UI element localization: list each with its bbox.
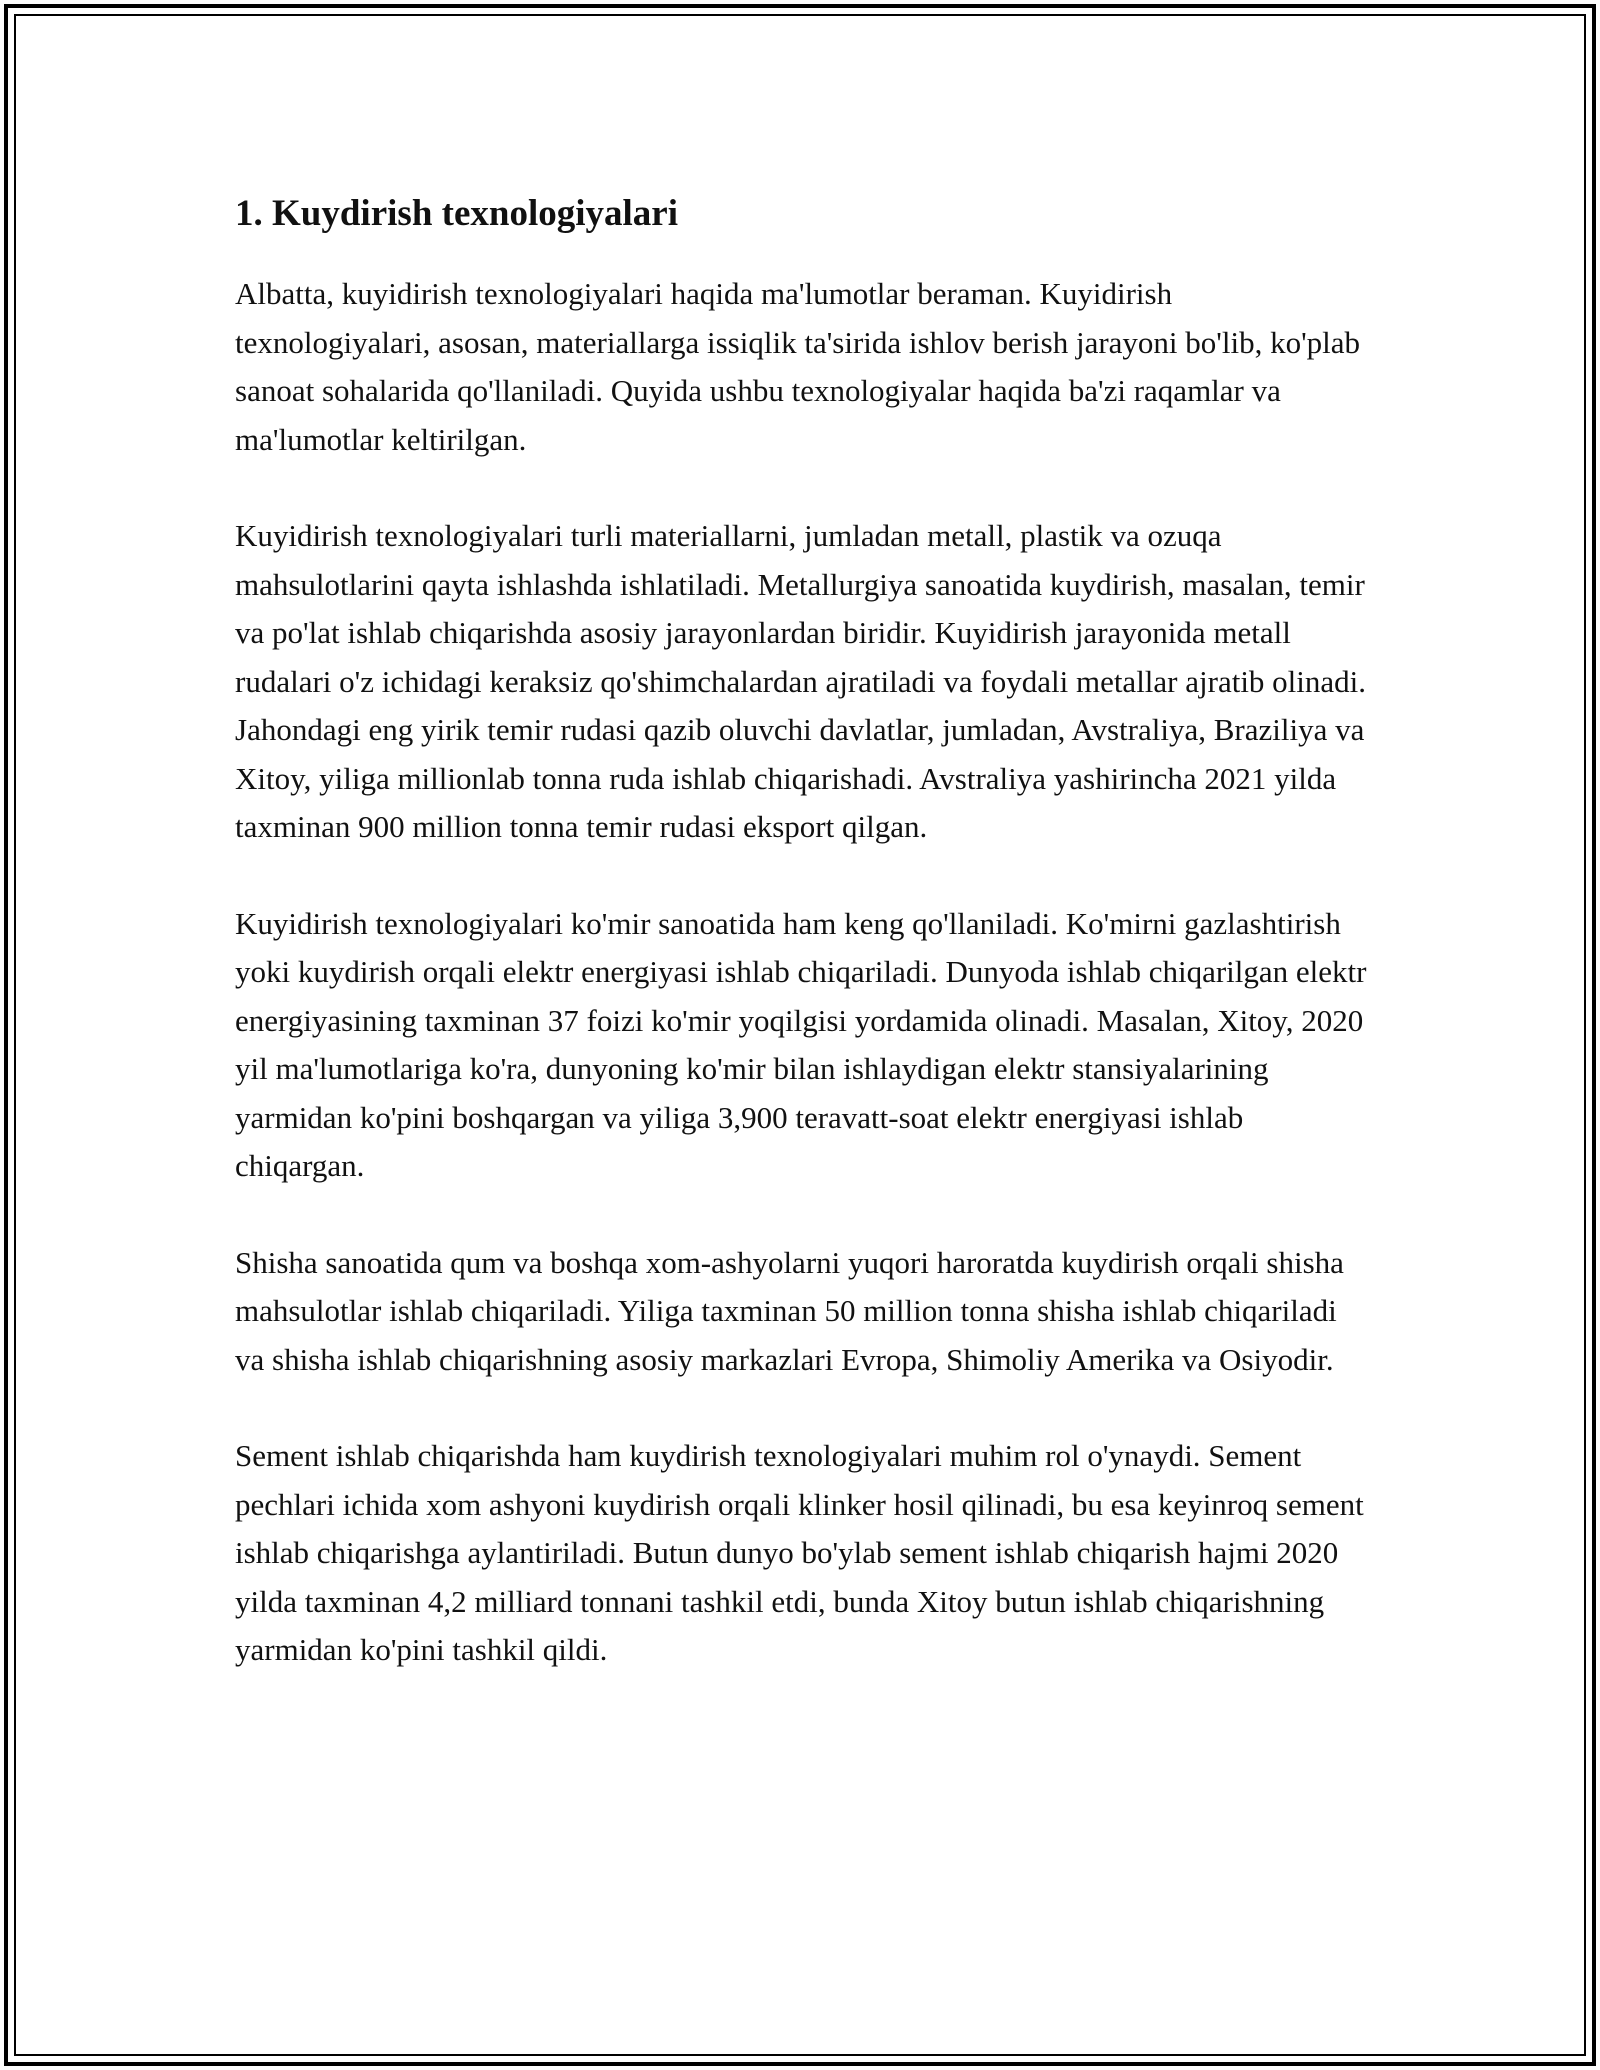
document-body	[235, 186, 1370, 1723]
section-heading: 1. Kuydirish texnologiyalari	[235, 193, 679, 234]
paragraph-cement: Sement ishlab chiqarishda ham kuydirish texnologiyalari muhim rol o'ynaydi. Sement pechlari ichida xom ashyoni kuydirish orqali klinker hosil qilinadi, bu esa keyinroq sement ishlab chiqarishga aylantiriladi. Butun dunyo bo'ylab sement ishlab chiqarish hajmi 2020 yilda taxminan 4,2 milliard tonnani tashkil etdi, bunda Xitoy butun ishlab chiqarishning yarmidan ko'pini tashkil qildi.	[235, 1438, 1364, 1667]
paragraph-metallurgy: Kuyidirish texnologiyalari turli materiallarni, jumladan metall, plastik va ozuqa mahsulotlarini qayta ishlashda ishlatiladi. Metallurgiya sanoatida kuydirish, masalan, temir va po'lat ishlab chiqarishda asosiy jarayonlardan biridir. Kuyidirish jarayonida metall rudalari o'z ichidagi keraksiz qo'shimchalardan ajratiladi va foydali metallar ajratib olinadi. Jahondagi eng yirik temir rudasi qazib oluvchi davlatlar, jumladan, Avstraliya, Braziliya va Xitoy, yiliga millionlab tonna ruda ishlab chiqarishadi. Avstraliya yashirincha 2021 yilda taxminan 900 million tonna temir rudasi eksport qilgan.	[235, 518, 1367, 844]
paragraph-intro: Albatta, kuyidirish texnologiyalari haqida ma'lumotlar beraman. Kuyidirish texnologiyalari, asosan, materiallarga issiqlik ta'sirida ishlov berish jarayoni bo'lib, ko'plab sanoat sohalarida qo'llaniladi. Quyida ushbu texnologiyalar haqida ba'zi raqamlar va ma'lumotlar keltirilgan.	[235, 276, 1361, 457]
paragraph-glass: Shisha sanoatida qum va boshqa xom-ashyolarni yuqori haroratda kuydirish orqali shisha mahsulotlar ishlab chiqariladi. Yiliga taxminan 50 million tonna shisha ishlab chiqariladi va shisha ishlab chiqarishning asosiy markazlari Evropa, Shimoliy Amerika va Osiyodir.	[235, 1244, 1344, 1377]
paragraph-coal: Kuyidirish texnologiyalari ko'mir sanoatida ham keng qo'llaniladi. Ko'mirni gazlashtirish yoki kuydirish orqali elektr energiyasi ishlab chiqariladi. Dunyoda ishlab chiqarilgan elektr energiyasining taxminan 37 foizi ko'mir yoqilgisi yordamida olinadi. Masalan, Xitoy, 2020 yil ma'lumotlariga ko'ra, dunyoning ko'mir bilan ishlaydigan elektr stansiyalarining yarmidan ko'pini boshqargan va yiliga 3,900 teravatt-soat elektr energiyasi ishlab chiqargan.	[235, 905, 1367, 1183]
